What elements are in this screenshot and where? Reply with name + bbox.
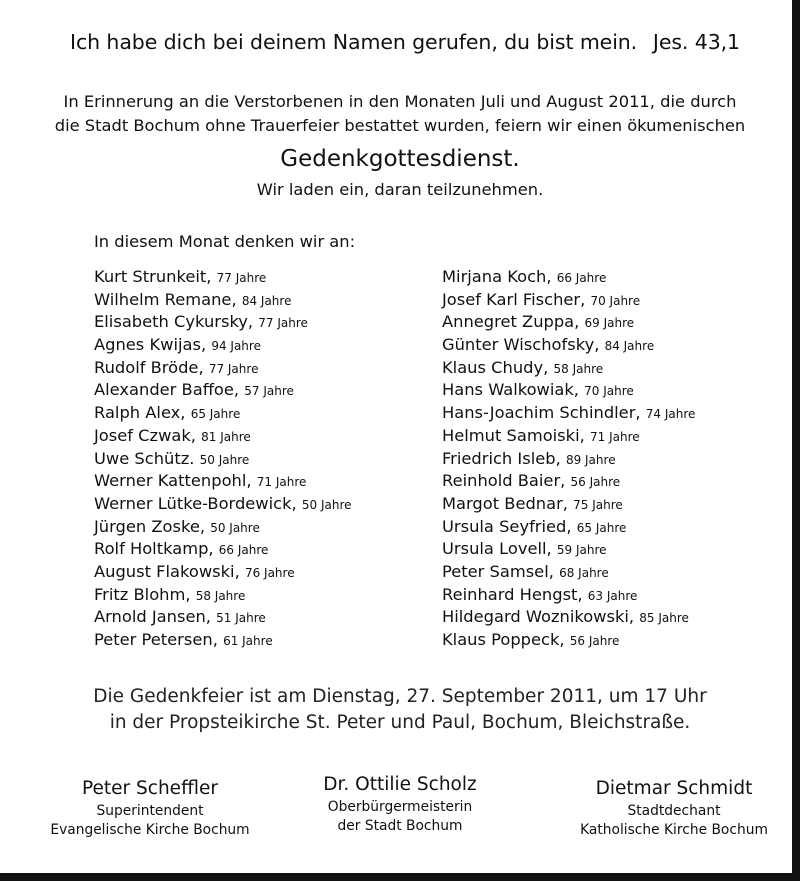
- deceased-age: 56 Jahre: [570, 475, 621, 490]
- deceased-name: Agnes Kwijas,: [94, 335, 207, 355]
- signer-block: [564, 776, 784, 840]
- deceased-name: Elisabeth Cykursky,: [94, 312, 254, 332]
- name-entry: [94, 448, 352, 471]
- deceased-age: 58 Jahre: [553, 361, 604, 376]
- deceased-name: Ursula Seyfried,: [442, 516, 572, 536]
- deceased-age: 84 Jahre: [241, 293, 292, 308]
- deceased-age: 58 Jahre: [195, 588, 246, 603]
- signer-title: Stadtdechant: [627, 803, 721, 819]
- deceased-age: 59 Jahre: [556, 543, 607, 558]
- motto-reference: Jes. 43,1: [652, 30, 740, 54]
- signer-title: Oberbürgermeisterin: [327, 799, 473, 815]
- deceased-age: 71 Jahre: [256, 475, 307, 490]
- deceased-name: Ralph Alex,: [94, 403, 186, 423]
- deceased-age: 85 Jahre: [639, 611, 689, 626]
- signer-name: Dr. Ottilie Scholz: [323, 774, 477, 795]
- deceased-age: 69 Jahre: [584, 316, 635, 331]
- name-entry: [94, 311, 352, 334]
- deceased-age: 65 Jahre: [190, 407, 241, 422]
- name-entry: [94, 266, 352, 289]
- deceased-name: Margot Bednar,: [442, 493, 568, 513]
- deceased-name: Arnold Jansen,: [94, 607, 211, 627]
- deceased-name: Josef Karl Fischer,: [442, 289, 586, 309]
- name-entry: [94, 334, 352, 357]
- deceased-name: Klaus Poppeck,: [442, 630, 565, 649]
- deceased-age: 70 Jahre: [584, 384, 634, 399]
- deceased-age: 57 Jahre: [244, 384, 294, 399]
- deceased-age: 56 Jahre: [569, 634, 620, 648]
- deceased-name: Peter Samsel,: [442, 561, 554, 581]
- name-entry: [442, 516, 695, 539]
- deceased-age: 66 Jahre: [218, 543, 269, 558]
- intro-text: [40, 90, 760, 138]
- deceased-name: August Flakowski,: [94, 561, 240, 581]
- deceased-name: Werner Lütke-Bordewick,: [94, 493, 297, 513]
- name-entry: [442, 311, 695, 334]
- signer-organization: Katholische Kirche Bochum: [580, 822, 768, 838]
- deceased-age: 75 Jahre: [573, 497, 623, 512]
- deceased-name: Reinhold Baier,: [442, 471, 566, 491]
- name-entry: [442, 470, 695, 493]
- name-entry: [442, 425, 695, 448]
- deceased-name: Werner Kattenpohl,: [94, 471, 252, 491]
- name-entry: [94, 606, 352, 629]
- names-list-right: [442, 266, 695, 652]
- deceased-age: 89 Jahre: [565, 452, 616, 467]
- name-entry: [442, 448, 695, 471]
- name-entry: [94, 357, 352, 380]
- name-entry: [94, 538, 352, 561]
- deceased-age: 61 Jahre: [223, 634, 273, 648]
- name-entry: [442, 629, 695, 652]
- event-line: Die Gedenkfeier ist am Dienstag, 27. September 2011, um 17 Uhr: [93, 686, 707, 707]
- name-entry: [94, 425, 352, 448]
- deceased-age: 77 Jahre: [208, 361, 259, 376]
- name-entry: [442, 584, 695, 607]
- signer-organization: der Stadt Bochum: [337, 818, 463, 834]
- name-entry: [442, 402, 695, 425]
- signer-block: [40, 776, 260, 840]
- intro-line: In Erinnerung an die Verstorbenen in den Monaten Juli und August 2011, die durch: [63, 92, 737, 111]
- signer-organization: Evangelische Kirche Bochum: [50, 822, 250, 838]
- signer-name: Peter Scheffler: [82, 778, 218, 799]
- deceased-age: 77 Jahre: [258, 316, 308, 331]
- intro-line: die Stadt Bochum ohne Trauerfeier bestattet wurden, feiern wir einen ökumenischen: [54, 116, 746, 135]
- deceased-name: Josef Czwak,: [94, 425, 196, 445]
- names-list-left: [94, 266, 352, 652]
- deceased-name: Klaus Chudy,: [442, 357, 549, 377]
- deceased-age: 71 Jahre: [589, 429, 640, 444]
- name-entry: [94, 584, 352, 607]
- deceased-name: Friedrich Isleb,: [442, 448, 561, 468]
- deceased-age: 63 Jahre: [587, 588, 638, 603]
- deceased-age: 77 Jahre: [216, 271, 267, 285]
- deceased-name: Hildegard Woznikowski,: [442, 607, 635, 627]
- deceased-age: 66 Jahre: [556, 271, 607, 285]
- signer-block: [290, 772, 510, 836]
- deceased-age: 81 Jahre: [201, 429, 251, 444]
- deceased-name: Hans Walkowiak,: [442, 380, 579, 400]
- deceased-age: 74 Jahre: [645, 407, 696, 422]
- deceased-age: 65 Jahre: [576, 520, 627, 535]
- deceased-name: Ursula Lovell,: [442, 539, 552, 559]
- deceased-name: Wilhelm Remane,: [94, 289, 237, 309]
- event-info: [0, 684, 800, 736]
- deceased-age: 68 Jahre: [559, 565, 609, 580]
- name-entry: [442, 289, 695, 312]
- deceased-age: 84 Jahre: [604, 339, 655, 354]
- deceased-name: Mirjana Koch,: [442, 267, 552, 286]
- name-entry: [94, 561, 352, 584]
- name-entry: [94, 402, 352, 425]
- deceased-name: Annegret Zuppa,: [442, 312, 580, 332]
- invitation-text: Wir laden ein, daran teilzunehmen.: [256, 180, 544, 199]
- name-entry: [442, 561, 695, 584]
- name-entry: [94, 289, 352, 312]
- deceased-age: 51 Jahre: [216, 611, 266, 626]
- month-heading: In diesem Monat denken wir an:: [94, 232, 356, 251]
- name-entry: [442, 266, 695, 289]
- deceased-name: Uwe Schütz.: [94, 448, 195, 468]
- deceased-age: 50 Jahre: [210, 520, 260, 535]
- deceased-name: Günter Wischofsky,: [442, 335, 600, 355]
- deceased-name: Alexander Baffoe,: [94, 380, 240, 400]
- signer-title: Superintendent: [96, 803, 204, 819]
- event-line: in der Propsteikirche St. Peter und Paul, Bochum, Bleichstraße.: [109, 712, 691, 733]
- deceased-name: Hans-Joachim Schindler,: [442, 403, 641, 423]
- name-entry: [442, 493, 695, 516]
- deceased-name: Peter Petersen,: [94, 630, 218, 649]
- deceased-age: 76 Jahre: [244, 565, 295, 580]
- deceased-name: Helmut Samoiski,: [442, 425, 585, 445]
- service-title: Gedenkgottesdienst.: [280, 146, 520, 172]
- deceased-name: Fritz Blohm,: [94, 584, 191, 604]
- deceased-name: Rudolf Bröde,: [94, 357, 204, 377]
- deceased-age: 50 Jahre: [199, 452, 250, 467]
- name-entry: [94, 516, 352, 539]
- name-entry: [94, 470, 352, 493]
- name-entry: [442, 334, 695, 357]
- deceased-age: 70 Jahre: [590, 293, 641, 308]
- signer-name: Dietmar Schmidt: [595, 778, 753, 799]
- name-entry: [442, 606, 695, 629]
- bible-motto: [70, 30, 740, 54]
- deceased-age: 94 Jahre: [211, 339, 261, 354]
- deceased-name: Reinhard Hengst,: [442, 584, 583, 604]
- deceased-name: Kurt Strunkeit,: [94, 267, 212, 286]
- name-entry: [94, 379, 352, 402]
- deceased-name: Jürgen Zoske,: [94, 516, 206, 536]
- deceased-name: Rolf Holtkamp,: [94, 539, 214, 559]
- name-entry: [94, 493, 352, 516]
- name-entry: [442, 357, 695, 380]
- name-entry: [94, 629, 352, 652]
- name-entry: [442, 379, 695, 402]
- name-entry: [442, 538, 695, 561]
- deceased-age: 50 Jahre: [301, 497, 352, 512]
- motto-verse: Ich habe dich bei deinem Namen gerufen, du bist mein.: [70, 30, 638, 54]
